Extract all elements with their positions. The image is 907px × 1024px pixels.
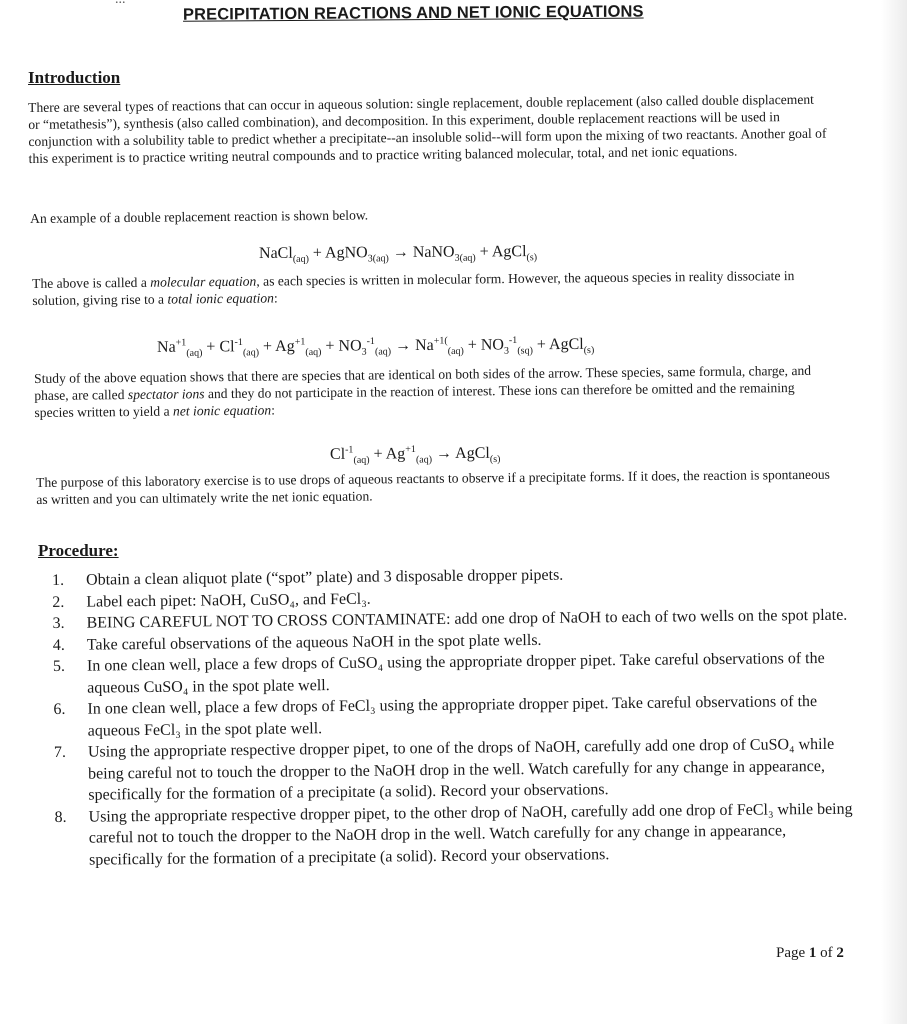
intro-paragraph-1: There are several types of reactions that can occur in aqueous solution: single replacement, double replacement (also called double displacement or “metathesis”), synthesis (also called combination), and decomposition. In this experiment, double replacement reactions will be used in conjunction with a solubility table to predict whether a precipitate--an insoluble solid--will form upon the mixing of two reactants. Another goal of this experiment is to practice writing neutral compounds and to practice writing balanced molecular, total, and net ionic equations. [28,91,827,166]
cropped-header-text [115,0,126,8]
intro-paragraph-4: Study of the above equation shows that there are species that are identical on both sides of the arrow. These species, same formula, charge, and phase, are called spectator ions and they do not participate in the reaction of interest. These ions can therefore be omitted and the remaining species written to yield a net ionic equation: [34,362,812,420]
procedure-steps [52,562,855,871]
total-ionic-equation: $Na^{+1}_{(aq)} + Cl^{-1}_{(aq)} + Ag^{+1}_{(aq)} + NO_3^{-1}_{(aq)} \to Na^{+1(}_{(aq)} + NO_3^{-1}_{(sq)}$ + AgCl$_{(s)}$ [156,335,595,359]
intro-paragraph-3: The above is called a molecular equation, as each species is written in molecular form. However, the aqueous species in reality dissociate in solution, giving rise to a total ionic equation: [32,268,795,308]
procedure-step: 2. Label each pipet: NaOH, CuSO₄, and FeCl₃. [52,590,371,611]
intro-paragraph-2: An example of a double replacement reaction is shown below. [30,207,369,226]
procedure-step: 5. In one clean well, place a few drops of CuSO₄ using the appropriate dropper pipet. Take careful observations of the aqueous CuSO₄ in the spot plate well. [52,649,825,697]
net-ionic-equation: $Cl^{-1}_{(aq)} + Ag^{+1}_{(aq)}$ → AgCl$_{(s)}$ [329,443,501,466]
procedure-heading: Procedure: [38,541,119,560]
procedure-step: 8. Using the appropriate respective dropper pipet, to the other drop of NaOH, carefully add one drop of FeCl₃ while being careful not to touch the dropper to the NaOH drop in the well. Watch carefully for any change in appearance, specifically for the formation of a precipitate (a solid). Record your observations. [54,800,853,869]
document-title: PRECIPITATION REACTIONS AND NET IONIC EQUATIONS [182,2,644,24]
procedure-step: 1. Obtain a clean aliquot plate (“spot” plate) and 3 disposable dropper pipets. [52,566,564,589]
page-edge-shadow [881,0,907,1024]
procedure-step: 7. Using the appropriate respective dropper pipet, to one of the drops of NaOH, carefully add one drop of CuSO₄ while being careful not to touch the dropper to the NaOH drop in the well. Watch carefully for any change in appearance, specifically for the formation of a precipitate (a solid). Record your observations. [53,735,835,804]
procedure-step: 4. Take careful observations of the aqueous NaOH in the spot plate wells. [52,631,542,654]
introduction-heading: Introduction [28,68,121,87]
intro-paragraph-5: The purpose of this laboratory exercise is to use drops of aqueous reactants to observe if a precipitate forms. If it does, the reaction is spontaneous as written and you can ultimately write the net ionic equation. [36,466,830,507]
procedure-step: 3. BEING CAREFUL NOT TO CROSS CONTAMINATE: add one drop of NaOH to each of two wells on the spot plate. [52,606,848,632]
page-number: Page 1 of 2 [776,945,844,961]
procedure-step: 6. In one clean well, place a few drops of FeCl₃ using the appropriate dropper pipet. Take careful observations of the aqueous FeCl₃ in the spot plate well. [53,692,818,740]
molecular-equation: NaCl$_{(aq)}$ + AgNO$_{3(aq)}$ → NaNO$_{3(aq)}$ + AgCl$_{(s)}$ [258,243,538,265]
